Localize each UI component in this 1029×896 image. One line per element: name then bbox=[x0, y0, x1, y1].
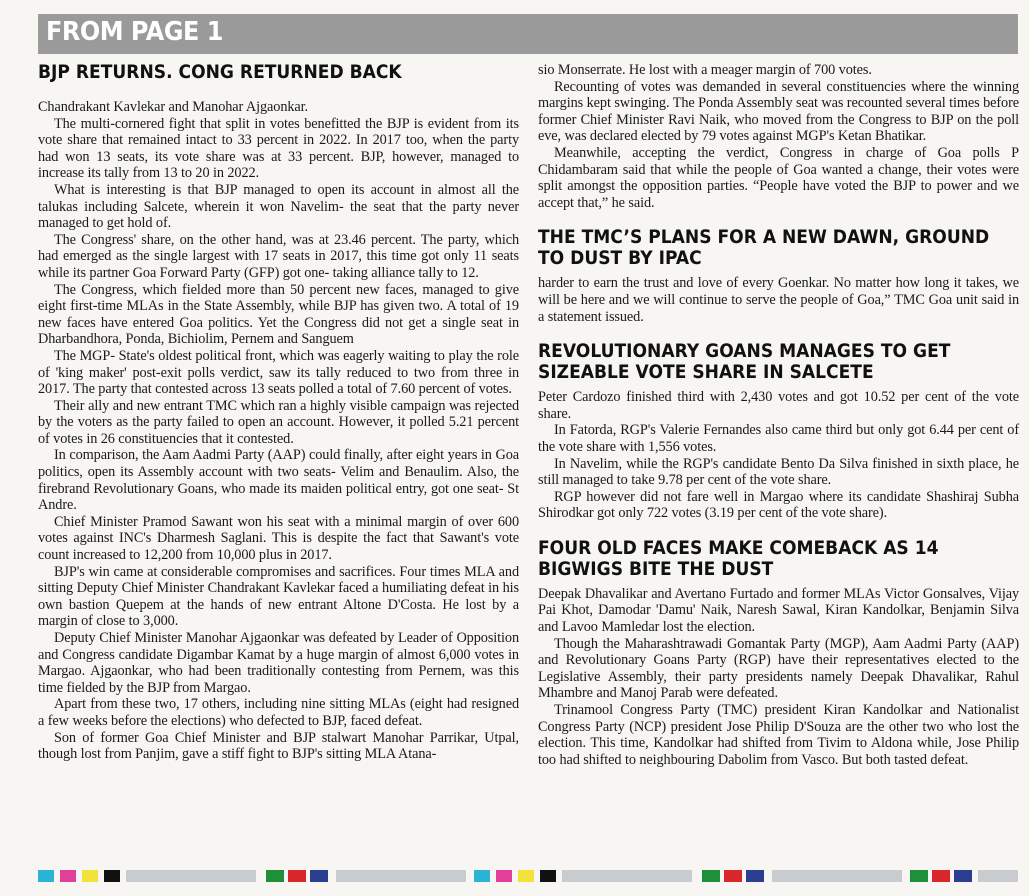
paragraph: In Fatorda, RGP's Valerie Fernandes also came third but only got 6.44 per cent of the vote share with 1,556 votes. bbox=[538, 422, 1019, 455]
story-headline: REVOLUTIONARY GOANS MANAGES TO GET SIZEABLE VOTE SHARE IN SALCETE bbox=[538, 340, 951, 384]
paragraph: Their ally and new entrant TMC which ran a highly visible campaign was rejected by the voters as the party failed to open an account. However, it polled 5.21 percent of votes in 26 constituencies that it contested. bbox=[38, 397, 519, 447]
registration-swatch bbox=[474, 870, 490, 882]
story-tmc bbox=[538, 227, 1019, 325]
right-column bbox=[538, 62, 1019, 768]
registration-swatch bbox=[38, 870, 54, 882]
registration-swatch bbox=[954, 870, 972, 882]
story-body bbox=[38, 99, 519, 763]
registration-swatch bbox=[724, 870, 742, 882]
paragraph: The MGP- State's oldest political front, which was eagerly waiting to play the role of 'king maker' post-exit polls verdict, saw its tally reduced to two from three in 2017. The party that contested across 13 seats polled a total of 7.60 percent of votes. bbox=[38, 347, 519, 398]
paragraph: BJP's win came at considerable compromises and sacrifices. Four times MLA and sitting Deputy Chief Minister Chandrakant Kavlekar faced a humiliating defeat in his own bastion Quepem at the hands of new entrant Altone D'Costa. He lost by a margin of close to 3,000. bbox=[38, 563, 519, 630]
registration-swatch bbox=[540, 870, 556, 882]
registration-swatch bbox=[978, 870, 1018, 882]
registration-swatch bbox=[104, 870, 120, 882]
paragraph: Peter Cardozo finished third with 2,430 votes and got 10.52 per cent of the vote share. bbox=[538, 389, 1019, 422]
paragraph: Though the Maharashtrawadi Gomantak Party (MGP), Aam Aadmi Party (AAP) and Revolutionary Goans Party (RGP) have their representatives elected to the Legislative Assembly, their party presidents namely Deepak Dhavalikar, Rahul Mhambre and Manoj Parab were defeated. bbox=[538, 635, 1019, 702]
paragraph: Meanwhile, accepting the verdict, Congress in charge of Goa polls P Chidambaram said that while the people of Goa wanted a change, their votes were split amongst the opposition parties. “People have voted the BJP to power and we accept that,” he said. bbox=[538, 144, 1019, 211]
paragraph: Deepak Dhavalikar and Avertano Furtado and former MLAs Victor Gonsalves, Vijay Pai Khot, Damodar 'Damu' Naik, Naresh Sawal, Kiran Kandolkar, Benjamin Silva and Lavoo Mamledar lost the election. bbox=[538, 585, 1019, 636]
paragraph: The Congress' share, on the other hand, was at 23.46 percent. The party, which had emerged as the single largest with 17 seats in 2017, this time got only 11 seats while its partner Goa Forward Party (GFP) got one- taking alliance tally to 12. bbox=[38, 231, 519, 281]
registration-swatch bbox=[518, 870, 534, 882]
registration-swatch bbox=[702, 870, 720, 882]
paragraph: What is interesting is that BJP managed to open its account in almost all the talukas including Salcete, wherein it won Navelim- the seat that the party never managed to get hold of. bbox=[38, 181, 519, 232]
story-headline: THE TMC’S PLANS FOR A NEW DAWN, GROUND TO DUST BY IPAC bbox=[538, 226, 990, 270]
registration-swatch bbox=[772, 870, 902, 882]
registration-swatch bbox=[266, 870, 284, 882]
story-headline: BJP RETURNS. CONG RETURNED BACK bbox=[38, 61, 402, 83]
section-banner bbox=[38, 14, 1018, 54]
paragraph: In comparison, the Aam Aadmi Party (AAP) could finally, after eight years in Goa politics, open its Assembly account with two seats- Velim and Benaulim. Also, the firebrand Revolutionary Goans, who made its maiden political entry, got one seat- St Andre. bbox=[38, 447, 519, 514]
story-rgp bbox=[538, 341, 1019, 522]
paragraph: In Navelim, while the RGP's candidate Bento Da Silva finished in sixth place, he still managed to take 9.78 per cent of the vote share. bbox=[538, 455, 1019, 489]
paragraph: harder to earn the trust and love of every Goenkar. No matter how long it takes, we will be here and we will continue to serve the people of Goa,” TMC Goa unit said in a statement issued. bbox=[538, 275, 1019, 325]
registration-swatch bbox=[746, 870, 764, 882]
registration-swatch bbox=[60, 870, 76, 882]
paragraph: Son of former Goa Chief Minister and BJP stalwart Manohar Parrikar, Utpal, though lost from Panjim, gave a stiff fight to BJP's sitting MLA Atana- bbox=[38, 729, 519, 763]
paragraph: Chief Minister Pramod Sawant won his seat with a minimal margin of over 600 votes against INC's Dharmesh Saglani. This is despite the fact that Sawant's vote count increased to 12,200 from 10,000 plus in 2017. bbox=[38, 513, 519, 564]
registration-swatch bbox=[336, 870, 466, 882]
paragraph: Apart from these two, 17 others, including nine sitting MLAs (eight had resigned a few weeks before the elections) who defected to BJP, faced defeat. bbox=[38, 696, 519, 729]
registration-swatch bbox=[910, 870, 928, 882]
registration-swatch bbox=[562, 870, 692, 882]
paragraph: Chandrakant Kavlekar and Manohar Ajgaonkar. bbox=[38, 99, 309, 115]
registration-swatch bbox=[310, 870, 328, 882]
paragraph: The multi-cornered fight that split in votes benefitted the BJP is evident from its vote share that remained intact to 33 percent in 2022. In 2017 too, when the party had won 13 seats, its vote share was at 33 percent. BJP, however, managed to increase its tally from 13 to 20 in 2022. bbox=[38, 115, 519, 182]
story-continuation bbox=[538, 62, 1019, 211]
registration-swatch bbox=[82, 870, 98, 882]
paragraph: sio Monserrate. He lost with a meager margin of 700 votes. bbox=[538, 62, 872, 78]
paragraph: The Congress, which fielded more than 50 percent new faces, managed to give eight first-time MLAs in the State Assembly, while BJP has given two. A total of 19 new faces have entered Goa politics. Yet the Congress did not get a single seat in Dharbandhora, Ponda, Bichiolim, Pernem and Sanguem bbox=[38, 281, 519, 348]
paragraph: Recounting of votes was demanded in several constituencies where the winning margins kept swinging. The Ponda Assembly seat was recounted several times before former Chief Minister Ravi Naik, who moved from the Congress to BJP on the poll eve, was declared elected by 79 votes against MGP's Ketan Bhatikar. bbox=[538, 78, 1019, 145]
story-old-faces bbox=[538, 538, 1019, 769]
registration-swatch bbox=[126, 870, 256, 882]
left-column bbox=[38, 62, 519, 763]
paragraph: Deputy Chief Minister Manohar Ajgaonkar was defeated by Leader of Opposition and Congress candidate Digambar Kamat by a huge margin of almost 6,000 votes in Margao. Ajgaonkar, who had been traditionally contesting from Pernem, was this time fielded by the BJP from Margao. bbox=[38, 630, 519, 696]
paragraph: RGP however did not fare well in Margao where its candidate Shashiraj Subha Shirodkar got only 722 votes (3.19 per cent of the vote share). bbox=[538, 488, 1019, 522]
registration-swatch bbox=[496, 870, 512, 882]
print-registration-bar bbox=[38, 870, 1018, 882]
paragraph: Trinamool Congress Party (TMC) president Kiran Kandolkar and Nationalist Congress Party (NCP) president Jose Philip D'Souza are the other two who lost the election. This time, Kandolkar had shifted from Tivim to Aldona while, Jose Philip too had shifted to neighbouring Dabolim from Vasco. But both tasted defeat. bbox=[538, 702, 1019, 768]
banner-title: FROM PAGE 1 bbox=[46, 17, 223, 47]
registration-swatch bbox=[288, 870, 306, 882]
story-headline: FOUR OLD FACES MAKE COMEBACK AS 14 BIGWIGS BITE THE DUST bbox=[538, 536, 939, 580]
registration-swatch bbox=[932, 870, 950, 882]
